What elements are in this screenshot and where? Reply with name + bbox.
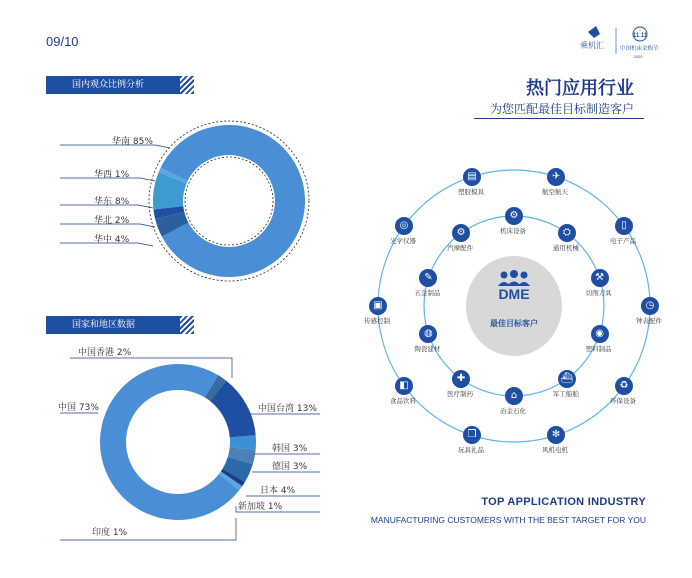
brand-left-text: 乘机汇 <box>580 41 604 50</box>
phone-icon: ▯ <box>615 217 633 235</box>
industry-label: 电子产品 <box>610 237 637 246</box>
chart1-svg <box>0 110 320 290</box>
fan-icon: ✻ <box>547 426 565 444</box>
chart1-label-华西: 华西 1% <box>94 170 130 180</box>
sensor-icon: ▣ <box>369 297 387 315</box>
page-number: 09/10 <box>46 34 79 49</box>
optics-icon: ◎ <box>395 217 413 235</box>
drill-icon: ⚒ <box>591 269 609 287</box>
industry-label: 医疗制药 <box>447 389 474 398</box>
plastic-icon: ◉ <box>591 325 609 343</box>
ceramic-icon: ◍ <box>419 325 437 343</box>
industry-label: 军工船舶 <box>552 389 579 398</box>
section2-header <box>46 316 180 334</box>
event-mark: 11.11 <box>632 33 648 39</box>
industry-label: 冶金石化 <box>500 407 526 415</box>
industry-label: 光学仪器 <box>389 237 416 246</box>
industry-label: 钟表配件 <box>636 317 662 325</box>
chart2-label-中国: 中国 73% <box>58 403 99 413</box>
chart2-label-新加坡: 新加坡 1% <box>238 502 283 512</box>
chart1-label-华东: 华东 8% <box>94 197 130 207</box>
industry-label: 切削刀具 <box>585 289 612 298</box>
industry-label: 航空航天 <box>542 187 569 196</box>
brand-right-text: 中国机床采购节 <box>620 46 659 52</box>
chart2-label-中国香港: 中国香港 2% <box>78 348 132 358</box>
title-divider <box>474 118 644 119</box>
industry-label: 传感控制 <box>364 317 390 325</box>
chart2-slices <box>100 364 256 520</box>
gear-icon: ⚙ <box>452 224 470 242</box>
english-subtitle: MANUFACTURING CUSTOMERS WITH THE BEST TARGET FOR YOU <box>370 515 646 525</box>
bottle-icon: ◧ <box>395 377 413 395</box>
hot-industry-subtitle: 为您匹配最佳目标制造客户 <box>489 102 634 116</box>
section1-stripes <box>180 76 194 94</box>
center-label: 最佳目标客户 <box>490 319 538 328</box>
chart2-label-印度: 印度 1% <box>92 528 128 538</box>
chart1-label-华北: 华北 2% <box>94 216 130 226</box>
logo-year: 2020 <box>633 54 643 59</box>
chart1-label-华中: 华中 4% <box>94 235 130 245</box>
header-logos <box>578 24 668 66</box>
chart2-label-日本: 日本 4% <box>260 486 296 496</box>
industry-label: 塑胶模具 <box>457 187 484 196</box>
wrench-icon: ✎ <box>419 269 437 287</box>
chart2-label-韩国: 韩国 3% <box>272 444 308 454</box>
hot-industry-title: 热门应用行业 <box>526 78 634 99</box>
section2-title: 国家和地区数据 <box>72 320 136 330</box>
section1-title: 国内观众比例分析 <box>72 80 145 90</box>
gift-icon: ❒ <box>463 426 481 444</box>
industry-label: 汽摩配件 <box>447 244 474 253</box>
chart2-label-中国台湾: 中国台湾 13% <box>258 404 317 414</box>
mold-icon: ▤ <box>463 168 481 186</box>
english-title: TOP APPLICATION INDUSTRY <box>481 496 646 508</box>
chart1-slices <box>153 125 305 277</box>
chart2-leader-印度 <box>60 518 236 540</box>
chart1-inner-ring <box>185 157 273 245</box>
machine-tool-icon: ⚙ <box>505 207 523 225</box>
ship-icon: ⛴ <box>558 370 576 388</box>
crane-icon: ⛭ <box>558 224 576 242</box>
dme-logo: DME <box>498 286 530 302</box>
eco-icon: ♻ <box>615 377 633 395</box>
logo-graphic <box>578 24 668 66</box>
section1-header <box>46 76 180 94</box>
industry-label: 食品饮料 <box>389 396 416 405</box>
industry-label: 通用机械 <box>552 244 579 253</box>
people-icon <box>496 270 532 286</box>
industry-label: 五金制品 <box>414 289 441 298</box>
factory-icon: ⌂ <box>505 387 523 405</box>
watch-icon: ◷ <box>641 297 659 315</box>
industry-label: 玩具礼品 <box>457 446 484 455</box>
industry-label: 环保设备 <box>610 396 637 405</box>
chart2-label-德国: 德国 3% <box>272 462 308 472</box>
industry-label: 风机电机 <box>542 446 569 455</box>
industry-label: 机床设备 <box>500 227 526 235</box>
chart1-label-华南: 华南 85% <box>112 137 153 147</box>
medical-icon: ✚ <box>452 370 470 388</box>
section2-stripes <box>180 316 194 334</box>
industry-label: 陶瓷建材 <box>414 344 441 353</box>
airplane-icon: ✈ <box>547 168 565 186</box>
industry-label: 塑料制品 <box>585 344 612 353</box>
